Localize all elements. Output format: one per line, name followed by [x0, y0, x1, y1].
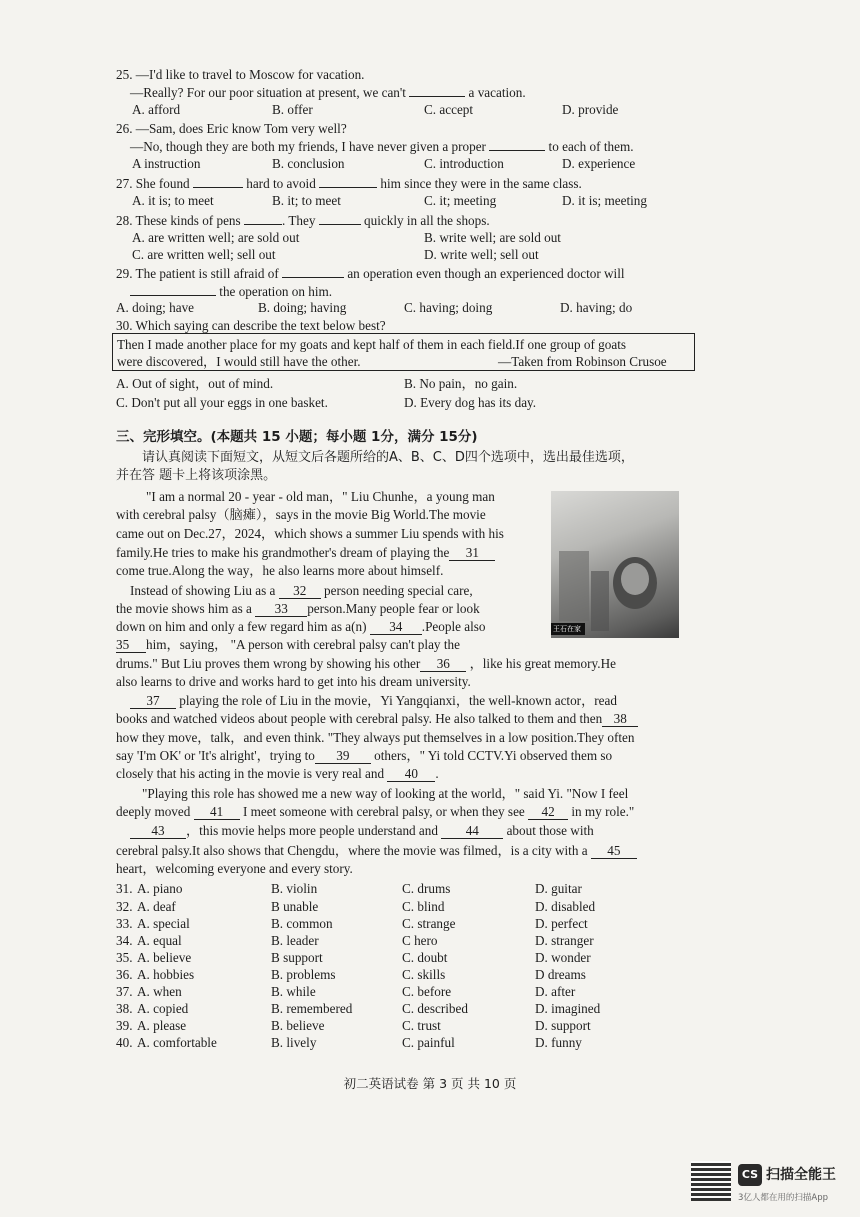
cloze-32-d: D. disabled: [535, 899, 596, 914]
cloze-39-c: C. trust: [402, 1018, 441, 1033]
blank-44: 44: [441, 823, 503, 839]
cloze-33-b: B. common: [271, 916, 333, 931]
blank-35: 35: [116, 637, 146, 653]
q27-option-a: A. it is; to meet: [132, 193, 214, 208]
cloze-31-a: A. piano: [137, 881, 183, 896]
cloze-31-d: D. guitar: [535, 881, 582, 896]
q28-option-c: C. are written well; sell out: [132, 247, 276, 262]
cloze-32-c: C. blind: [402, 899, 445, 914]
section3-instruction-1: 请认真阅读下面短文，从短文后各题所给的A、B、C、D四个选项中，选出最佳选项，: [142, 450, 634, 465]
passage-p1-line4: family.He tries to make his grandmother's dream of playing the 31: [116, 544, 495, 561]
passage-p3-line5: closely that his acting in the movie is very real and 40 .: [116, 766, 439, 781]
section3-title: 三、完形填空。(本题共 15 小题；每小题 1分，满分 15分): [116, 429, 478, 445]
cloze-33-a: A. special: [137, 916, 190, 931]
q30-option-a: A. Out of sight，out of mind.: [116, 376, 274, 391]
q29-option-c: C. having; doing: [404, 300, 493, 315]
cloze-34-num: 34.: [116, 933, 133, 948]
cloze-36-b: B. problems: [271, 967, 336, 982]
page-footer: 初二英语试卷 第 3 页 共 10 页: [343, 1076, 517, 1091]
cloze-40-c: C. painful: [402, 1035, 455, 1050]
passage-p2-line3: down on him and only a few regard him as a(n) 34 .People also: [116, 619, 486, 634]
blank-36: 36: [420, 656, 466, 672]
blank-33: 33: [255, 601, 307, 617]
q28-option-a: A. are written well; are sold out: [132, 230, 300, 245]
cloze-40-d: D. funny: [535, 1035, 582, 1050]
cloze-40-a: A. comfortable: [137, 1035, 217, 1050]
cloze-38-c: C. described: [402, 1001, 468, 1016]
passage-p2-line4: 35 him，saying， "A person with cerebral palsy can't play the: [116, 637, 460, 652]
cloze-32-a: A. deaf: [137, 899, 176, 914]
cloze-34-a: A. equal: [137, 933, 182, 948]
passage-p3-line1: 37 playing the role of Liu in the movie，Yi Yangqianxi，the well-known actor，read: [130, 692, 617, 709]
q30-box-source: —Taken from Robinson Crusoe: [498, 354, 667, 369]
q28-option-d: D. write well; sell out: [424, 247, 539, 262]
passage-p4-line2: deeply moved 41 I meet someone with cerebral palsy, or when they see 42 in my role.": [116, 804, 635, 819]
q27-option-c: C. it; meeting: [424, 193, 497, 208]
q29-option-a: A. doing; have: [116, 300, 195, 315]
cloze-39-d: D. support: [535, 1018, 591, 1033]
passage-p1-line5: come true.Along the way，he also learns more about himself.: [116, 563, 444, 578]
passage-p5-line2: cerebral palsy.It also shows that Chengdu，where the movie was filmed，is a city with a 45: [116, 842, 637, 859]
blank-38: 38: [602, 711, 638, 727]
cloze-32-num: 32.: [116, 899, 133, 914]
q29-option-b: B. doing; having: [258, 300, 347, 315]
passage-p1-line2: with cerebral palsy（脑瘫），says in the movie Big World.The movie: [116, 507, 486, 522]
q27-option-b: B. it; to meet: [272, 193, 341, 208]
q29-stem: 29. The patient is still afraid of an operation even though an experienced doctor will: [116, 266, 625, 281]
q30-stem: 30. Which saying can describe the text below best?: [116, 318, 386, 333]
passage-p4-line1: "Playing this role has showed me a new way of looking at the world，" said Yi. "Now I feel: [142, 786, 629, 801]
q25-option-b: B. offer: [272, 102, 313, 117]
q28-option-b: B. write well; are sold out: [424, 230, 561, 245]
cloze-31-num: 31.: [116, 881, 133, 896]
q26-line2: —No, though they are both my friends, I have never given a proper to each of them.: [130, 139, 634, 154]
cloze-31-b: B. violin: [271, 881, 318, 896]
cloze-37-c: C. before: [402, 984, 452, 999]
movie-still-image: [551, 491, 679, 638]
cloze-37-d: D. after: [535, 984, 576, 999]
cloze-31-c: C. drums: [402, 881, 451, 896]
cloze-40-num: 40.: [116, 1035, 133, 1050]
blank-42: 42: [528, 804, 568, 820]
cloze-36-num: 36.: [116, 967, 133, 982]
blank-41: 41: [194, 804, 240, 820]
q26-option-b: B. conclusion: [272, 156, 345, 171]
q25-option-d: D. provide: [562, 102, 619, 117]
q30-box-line1: Then I made another place for my goats and kept half of them in each field.If one group of goats: [117, 337, 627, 352]
passage-p2-line1: Instead of showing Liu as a 32 person needing special care,: [130, 583, 473, 598]
cloze-33-d: D. perfect: [535, 916, 588, 931]
photo-caption: 王石在家: [553, 625, 581, 633]
camscanner-logo-icon: CS: [738, 1164, 762, 1186]
passage-p3-line4: say 'I'm OK' or 'It's alright'，trying to 39 others，" Yi told CCTV.Yi observed them so: [116, 748, 613, 763]
q25-option-c: C. accept: [424, 102, 474, 117]
cloze-35-c: C. doubt: [402, 950, 448, 965]
cloze-33-c: C. strange: [402, 916, 456, 931]
q26-option-d: D. experience: [562, 156, 636, 171]
cloze-40-b: B. lively: [271, 1035, 317, 1050]
blank-45: 45: [591, 843, 637, 859]
passage-p5-line3: heart，welcoming everyone and every story.: [116, 861, 353, 876]
cloze-35-d: D. wonder: [535, 950, 591, 965]
blank-34: 34: [370, 619, 422, 635]
q28-stem: 28. These kinds of pens . They quickly in all the shops.: [116, 213, 490, 228]
blank-43: 43: [130, 823, 186, 839]
cloze-38-d: D. imagined: [535, 1001, 601, 1016]
cloze-39-b: B. believe: [271, 1018, 325, 1033]
cloze-37-b: B. while: [271, 984, 316, 999]
cloze-37-num: 37.: [116, 984, 133, 999]
passage-p3-line2: books and watched videos about people with cerebral palsy. He also talked to them and then 38: [116, 710, 638, 727]
cloze-34-d: D. stranger: [535, 933, 594, 948]
passage-p1-line3: came out on Dec.27，2024，which shows a summer Liu spends with his: [116, 526, 504, 541]
passage-p5-line1: 43 ，this movie helps more people understand and 44 about those with: [130, 822, 594, 839]
q26-stem: 26. —Sam, does Eric know Tom very well?: [116, 121, 347, 136]
passage-p1-line1: "I am a normal 20 - year - old man，" Liu Chunhe，a young man: [146, 489, 495, 504]
q29-line2: the operation on him.: [130, 282, 332, 300]
movie-still-graphic: [551, 491, 679, 638]
cloze-34-c: C hero: [402, 933, 438, 948]
cloze-39-a: A. please: [137, 1018, 187, 1033]
q25-stem: 25. —I'd like to travel to Moscow for vacation.: [116, 67, 365, 82]
blank-37: 37: [130, 693, 176, 709]
q25-option-a: A. afford: [132, 102, 181, 117]
cloze-35-a: A. believe: [137, 950, 192, 965]
q27-option-d: D. it is; meeting: [562, 193, 647, 208]
blank-31: 31: [449, 545, 495, 561]
cloze-36-c: C. skills: [402, 967, 446, 982]
cloze-38-b: B. remembered: [271, 1001, 353, 1016]
section3-instruction-2: 并在答 题卡上将该项涂黑。: [116, 468, 277, 483]
cloze-33-num: 33.: [116, 916, 133, 931]
blank-39: 39: [315, 748, 371, 764]
cloze-32-b: B unable: [271, 899, 319, 914]
q25-line2: —Really? For our poor situation at present, we can't a vacation.: [130, 85, 526, 100]
blank-40: 40: [387, 766, 435, 782]
cloze-38-num: 38.: [116, 1001, 133, 1016]
cloze-37-a: A. when: [137, 984, 182, 999]
q30-option-c: C. Don't put all your eggs in one basket.: [116, 395, 328, 410]
cloze-39-num: 39.: [116, 1018, 133, 1033]
passage-p2-line5: drums." But Liu proves them wrong by showing his other 36 ，like his great memory.He: [116, 656, 616, 671]
q30-option-b: B. No pain，no gain.: [404, 376, 518, 391]
cloze-34-b: B. leader: [271, 933, 319, 948]
passage-p2-line2: the movie shows him as a 33 person.Many people fear or look: [116, 601, 480, 616]
q30-option-d: D. Every dog has its day.: [404, 395, 537, 410]
cloze-36-d: D dreams: [535, 967, 586, 982]
q30-box-line2: were discovered，I would still have the other.: [117, 354, 361, 369]
cloze-35-b: B support: [271, 950, 323, 965]
camscanner-tagline: 3亿人都在用的扫描App: [738, 1193, 829, 1203]
cloze-38-a: A. copied: [137, 1001, 189, 1016]
camscanner-name: 扫描全能王: [766, 1167, 836, 1183]
cloze-35-num: 35.: [116, 950, 133, 965]
q26-option-a: A instruction: [132, 156, 201, 171]
passage-p2-line6: also learns to drive and works hard to get into his dream university.: [116, 674, 471, 689]
blank-32: 32: [279, 583, 321, 599]
cloze-36-a: A. hobbies: [137, 967, 195, 982]
qr-code-icon: [691, 1161, 731, 1201]
passage-p3-line3: how they move，talk，and even think. "They always put themselves in a low position.They often: [116, 730, 635, 745]
q27-stem: 27. She found hard to avoid him since they were in the same class.: [116, 176, 582, 191]
q26-option-c: C. introduction: [424, 156, 504, 171]
q29-option-d: D. having; do: [560, 300, 633, 315]
